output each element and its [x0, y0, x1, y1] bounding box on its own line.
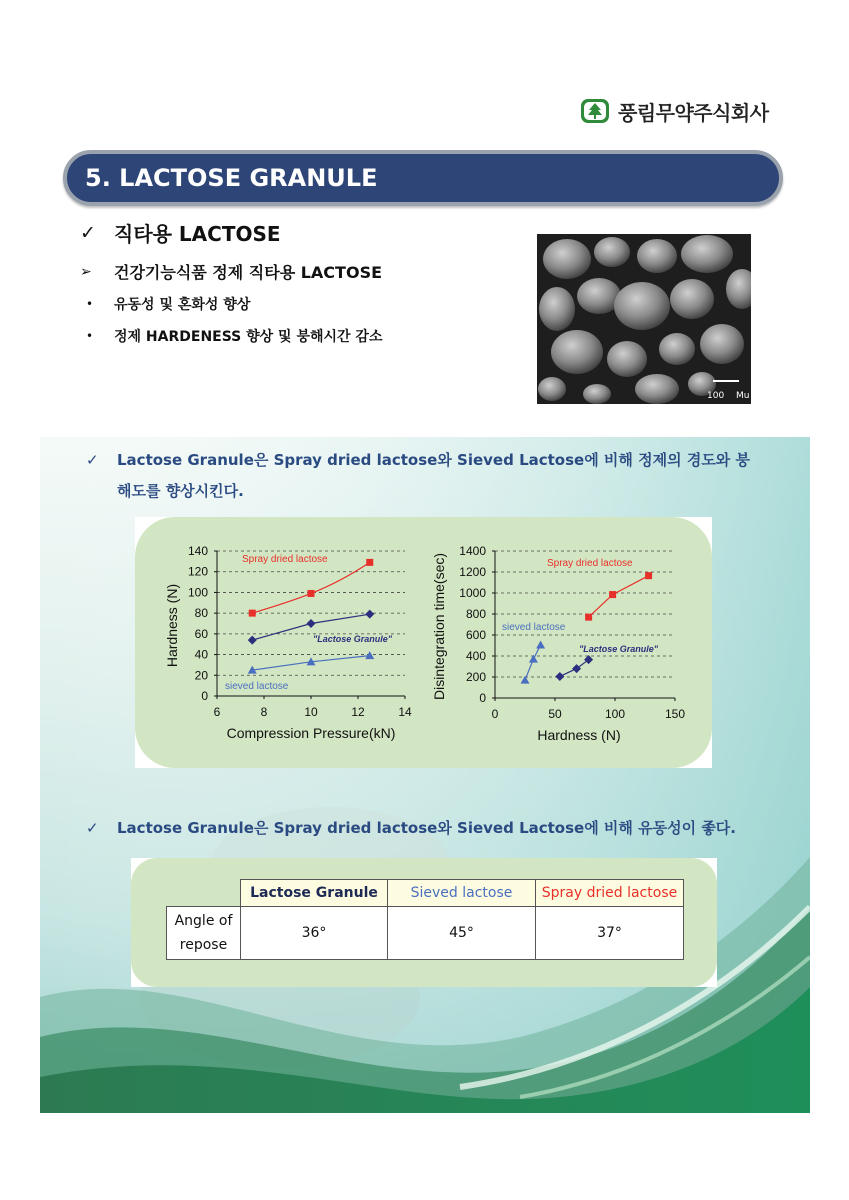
data-point-sieved — [529, 655, 538, 663]
series-line-spray — [589, 576, 649, 617]
series-line-spray — [252, 562, 370, 613]
charts-card — [135, 517, 712, 768]
dot-bullet-icon: • — [86, 329, 94, 343]
y-tick-label: 40 — [194, 647, 208, 662]
x-axis-title: Hardness (N) — [537, 727, 621, 743]
y-tick-label: 1000 — [459, 586, 486, 600]
check-icon: ✓ — [80, 221, 96, 244]
data-point-spray — [366, 559, 373, 566]
table-header-row — [167, 880, 684, 907]
x-tick-label: 8 — [260, 705, 268, 719]
series-label-granule: "Lactose Granule" — [579, 644, 659, 654]
check-icon: ✓ — [86, 451, 99, 469]
note-line: Lactose Granule은 Spray dried lactose와 Sieved Lactose에 비해 정제의 경도와 붕 — [117, 451, 751, 469]
bullet-text: 정제 HARDENESS 향상 및 붕해시간 감소 — [114, 329, 383, 345]
series-label-granule: "Lactose Granule" — [313, 634, 393, 644]
column-header-sieved: Sieved lactose — [388, 880, 536, 907]
bullet-item — [80, 260, 382, 283]
y-tick-label: 60 — [194, 626, 208, 641]
y-tick-label: 1200 — [459, 565, 486, 579]
scale-unit-label: Mu — [736, 391, 750, 401]
data-point-granule — [307, 619, 316, 628]
x-tick-label: 150 — [664, 707, 686, 721]
angle-of-repose-table — [166, 879, 684, 960]
company-emblem-icon — [580, 96, 610, 126]
x-tick-label: 0 — [491, 707, 499, 721]
data-point-spray — [609, 591, 616, 598]
bullet-text: 직타용 LACTOSE — [114, 222, 281, 246]
bullet-item — [80, 294, 250, 314]
scale-bar-label: 100 — [707, 391, 725, 401]
series-label-spray: Spray dried lactose — [547, 558, 633, 569]
charts-svg — [135, 517, 712, 768]
y-tick-label: 0 — [201, 689, 208, 703]
row-header-line: repose — [179, 937, 228, 953]
y-tick-label: 800 — [465, 607, 486, 621]
data-point-spray — [308, 590, 315, 597]
x-tick-label: 100 — [604, 707, 626, 721]
data-point-granule — [248, 636, 257, 645]
y-tick-label: 400 — [465, 649, 486, 663]
y-tick-label: 0 — [479, 691, 486, 705]
y-tick-label: 140 — [187, 544, 208, 558]
data-point-sieved — [536, 640, 545, 648]
x-tick-label: 12 — [351, 705, 365, 719]
y-axis-title: Hardness (N) — [164, 583, 180, 668]
data-point-sieved — [365, 651, 374, 659]
data-point-spray — [645, 572, 652, 579]
x-tick-label: 50 — [548, 707, 562, 721]
x-axis-title: Compression Pressure(kN) — [226, 725, 396, 741]
y-tick-label: 600 — [465, 628, 486, 642]
series-label-sieved: sieved lactose — [225, 681, 289, 692]
section-title: 5. LACTOSE GRANULE — [85, 164, 378, 192]
arrow-bullet-icon: ➢ — [80, 263, 92, 280]
y-axis-title: Disintegration time(sec) — [431, 552, 447, 701]
company-logo — [580, 94, 769, 128]
y-tick-label: 1400 — [459, 544, 486, 558]
x-tick-label: 6 — [213, 705, 221, 719]
series-label-sieved: sieved lactose — [502, 622, 566, 633]
micrograph-picture — [537, 234, 751, 404]
y-tick-label: 200 — [465, 670, 486, 684]
bullet-text: 건강기능식품 정제 직타용 LACTOSE — [114, 263, 383, 282]
micrograph-image — [537, 234, 751, 404]
dot-bullet-icon: • — [86, 297, 94, 311]
x-tick-label: 14 — [398, 705, 412, 719]
angle-of-repose-card — [131, 858, 717, 987]
value-granule: 36° — [241, 907, 388, 960]
data-point-granule — [584, 655, 593, 664]
data-point-granule — [365, 610, 374, 619]
row-header-angle-of-repose — [167, 907, 241, 960]
table-row — [167, 907, 684, 960]
note-hardness — [86, 445, 786, 507]
bullet-text: 유동성 및 혼화성 향상 — [114, 297, 251, 313]
value-sieved: 45° — [388, 907, 536, 960]
check-icon: ✓ — [86, 819, 99, 837]
y-tick-label: 120 — [187, 564, 208, 579]
data-point-granule — [555, 672, 564, 681]
note-flowability — [86, 813, 786, 844]
table-corner-cell — [167, 880, 241, 907]
row-header-line: Angle of — [174, 913, 233, 929]
y-tick-label: 80 — [194, 606, 208, 621]
y-tick-label: 100 — [187, 585, 208, 600]
bullet-item — [80, 218, 281, 247]
x-tick-label: 10 — [304, 705, 318, 719]
value-spray: 37° — [536, 907, 684, 960]
y-tick-label: 20 — [194, 668, 208, 683]
column-header-granule: Lactose Granule — [241, 880, 388, 907]
company-name: 풍림무약주식회사 — [618, 100, 769, 125]
note-line: 해도를 향상시킨다. — [117, 482, 244, 500]
bullet-item — [80, 326, 382, 346]
section-title-bar — [63, 150, 783, 206]
series-label-spray: Spray dried lactose — [242, 554, 328, 565]
data-point-spray — [249, 610, 256, 617]
note-line: Lactose Granule은 Spray dried lactose와 Sieved Lactose에 비해 유동성이 좋다. — [117, 819, 736, 837]
data-point-granule — [572, 664, 581, 673]
data-point-spray — [585, 614, 592, 621]
column-header-spray: Spray dried lactose — [536, 880, 684, 907]
